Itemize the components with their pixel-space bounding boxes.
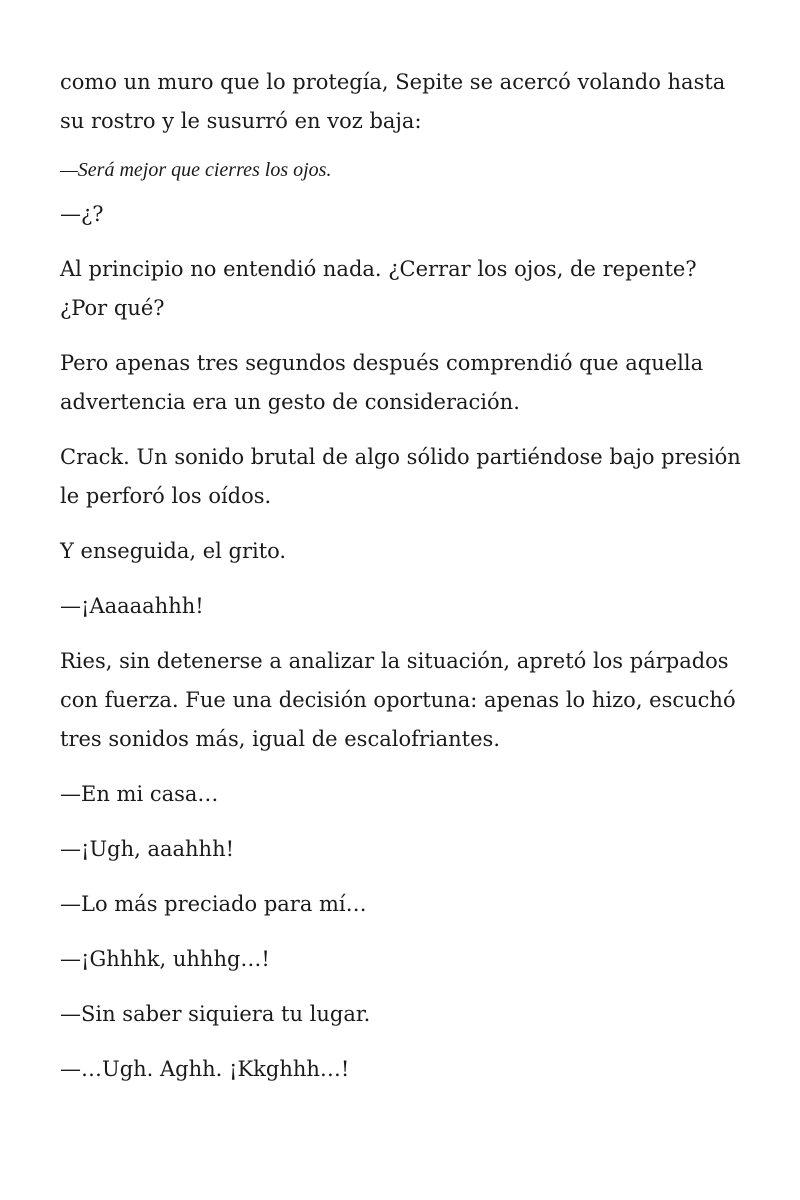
paragraph-dialogue: —Lo más preciado para mí…: [60, 892, 367, 916]
paragraph-dialogue: —En mi casa…: [60, 782, 219, 806]
paragraph-dialogue: —¡Aaaaahhh!: [60, 594, 204, 618]
paragraph-whisper: —Será mejor que cierres los ojos.: [60, 159, 332, 181]
paragraph-dialogue: —Sin saber siquiera tu lugar.: [60, 1002, 371, 1026]
paragraph-dialogue: —…Ugh. Aghh. ¡Kkghhh…!: [60, 1057, 350, 1081]
paragraph-narration: Pero apenas tres segundos después comprendió que aquella advertencia era un gesto de consideración.: [60, 351, 704, 414]
paragraph-dialogue: —¿?: [60, 202, 104, 226]
paragraph-narration: Y enseguida, el grito.: [60, 539, 287, 563]
book-page: [60, 63, 750, 1105]
paragraph-narration: como un muro que lo protegía, Sepite se acercó volando hasta su rostro y le susurró en voz baja:: [60, 70, 726, 133]
paragraph-dialogue: —¡Ugh, aaahhh!: [60, 837, 235, 861]
paragraph-narration: Crack. Un sonido brutal de algo sólido partiéndose bajo presión le perforó los oídos.: [60, 445, 741, 508]
paragraph-dialogue: —¡Ghhhk, uhhhg…!: [60, 947, 270, 971]
paragraph-narration: Al principio no entendió nada. ¿Cerrar los ojos, de repente? ¿Por qué?: [60, 257, 697, 320]
paragraph-narration: Ries, sin detenerse a analizar la situación, apretó los párpados con fuerza. Fue una decisión oportuna: apenas lo hizo, escuchó tres sonidos más, igual de escalofriantes.: [60, 649, 736, 751]
